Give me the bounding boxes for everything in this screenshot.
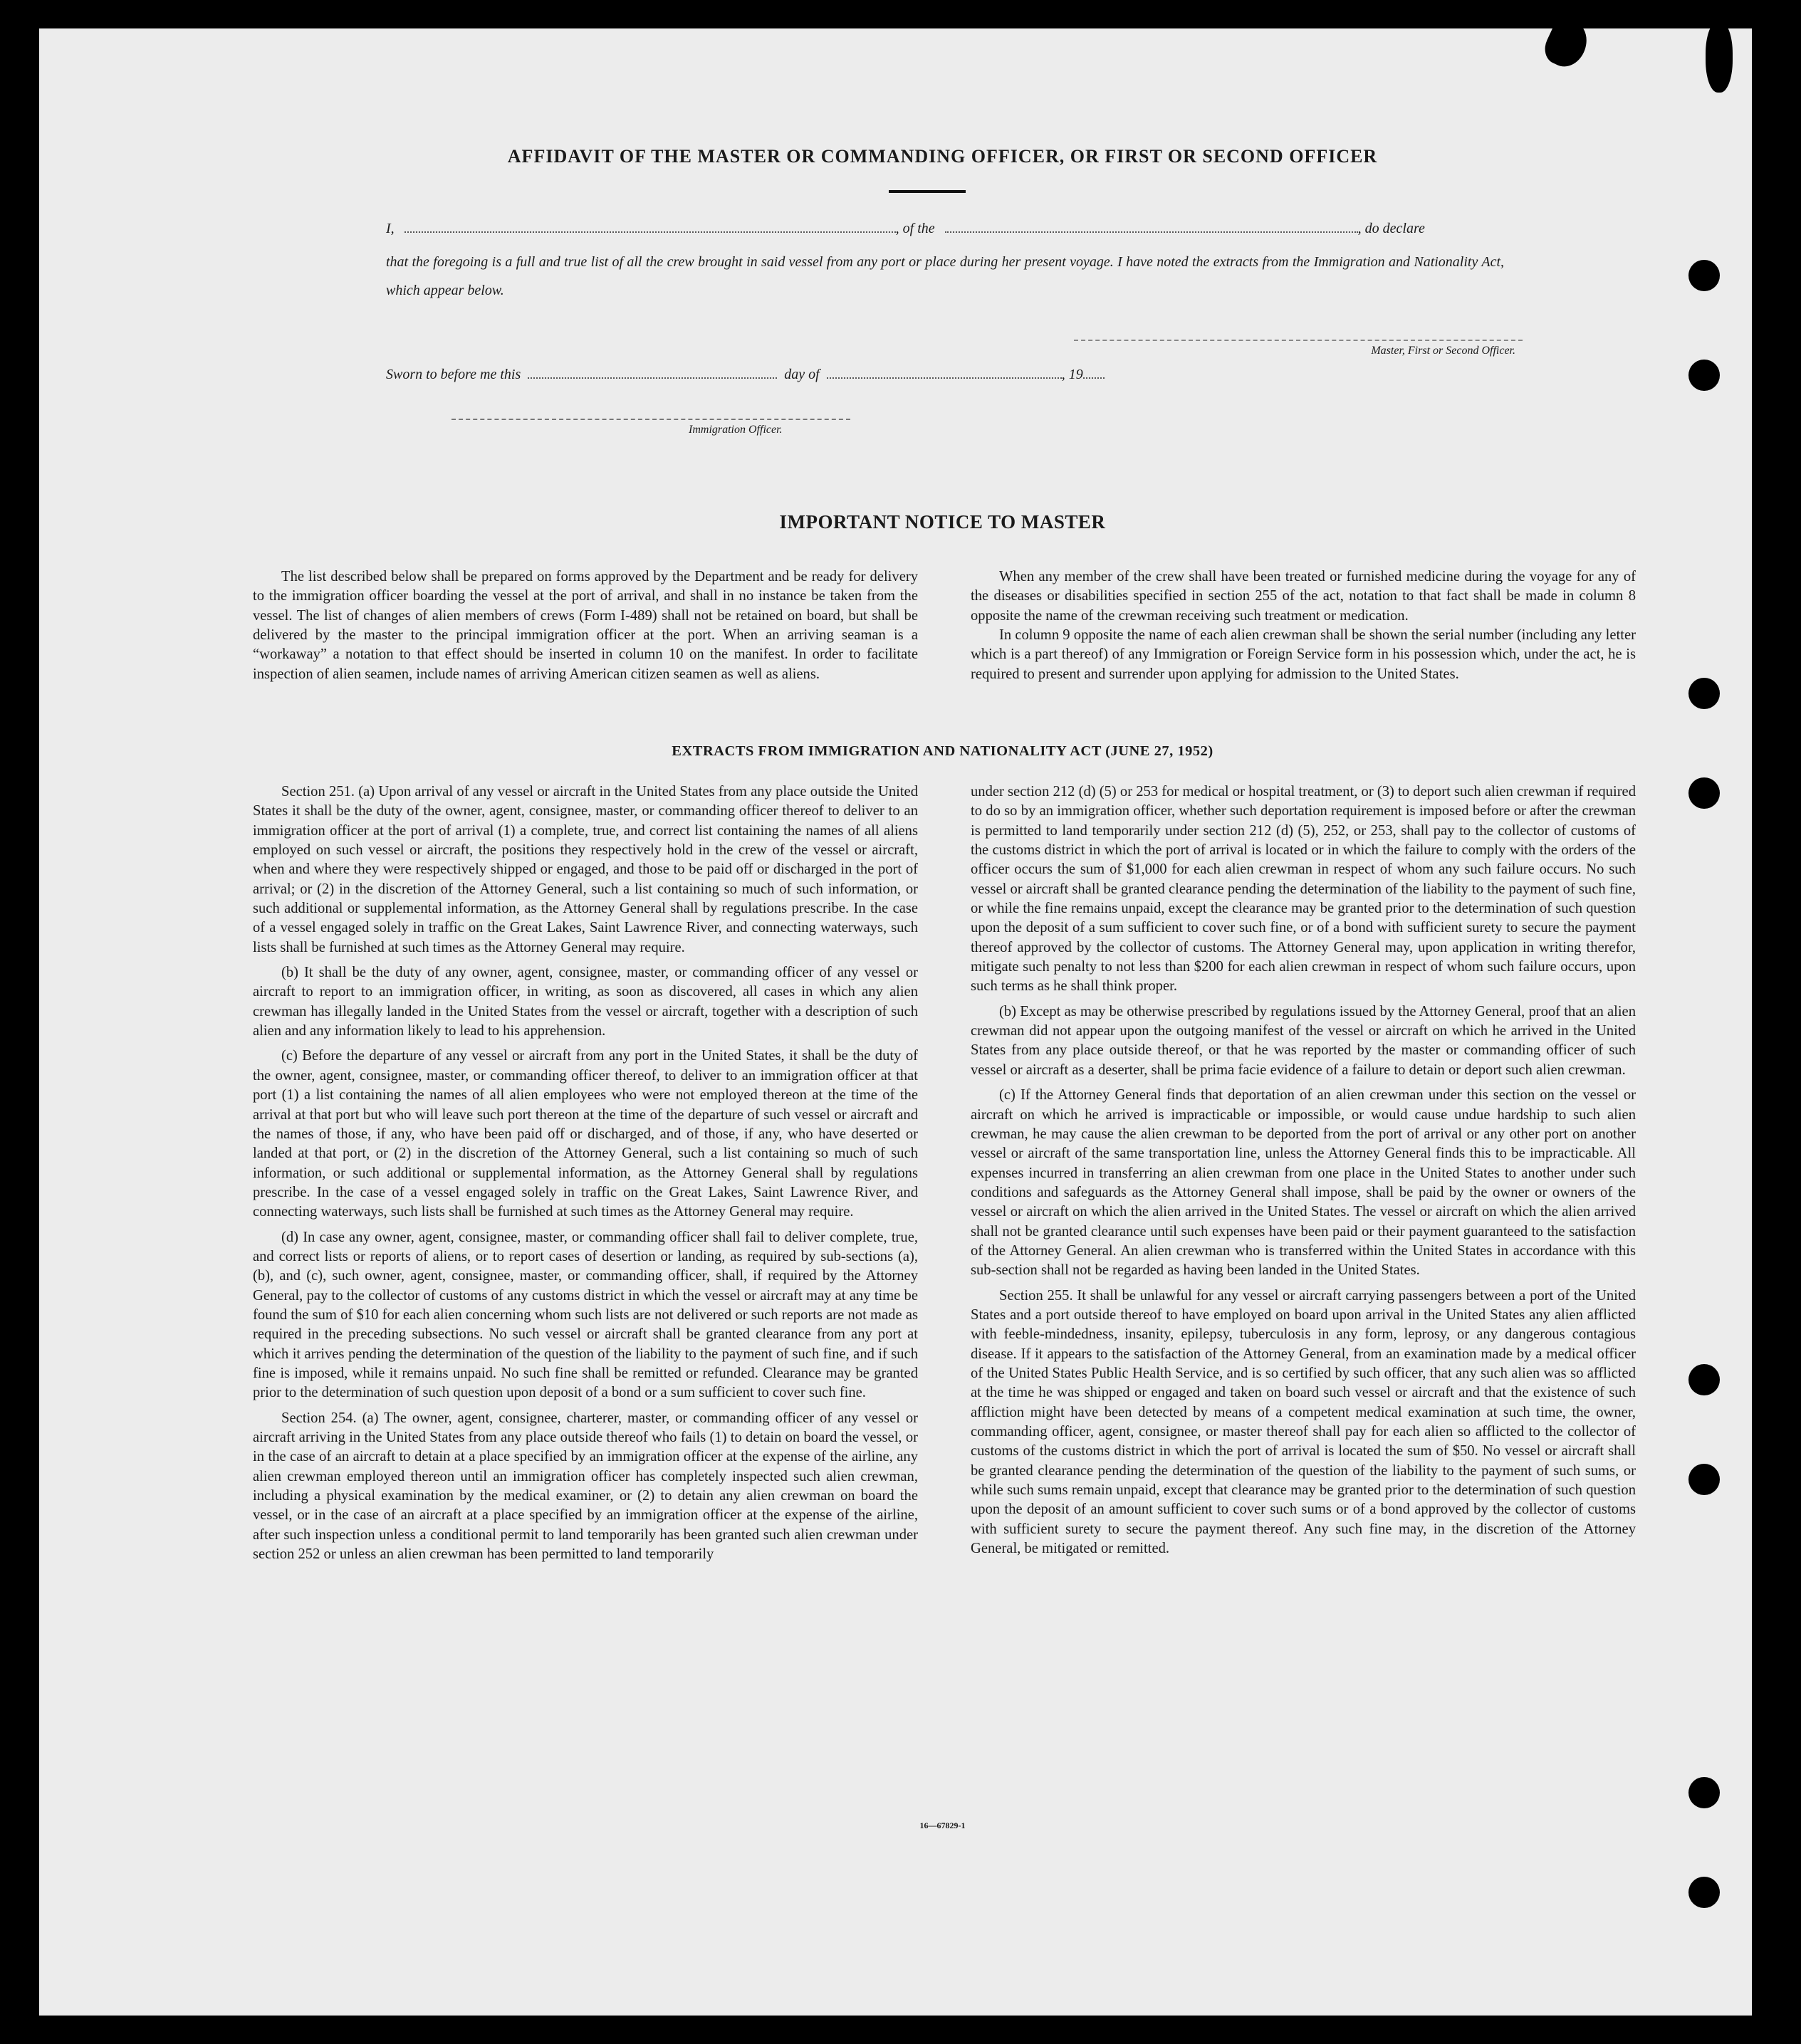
- section-251-a: Section 251. (a) Upon arrival of any vessel or aircraft in the United States from any place outside the United States it shall be the duty of the owner, agent, consignee, master, or commanding officer thereof to deliver to an immigration officer at the port of arrival (1) a complete, true, and correct list containing the names of all aliens employed on such vessel or aircraft, the positions they respectively hold in the crew of the vessel or aircraft, when and where they were respectively shipped or engaged, and those to be paid off or discharged in the port of arrival; or (2) in the discretion of the Attorney General, such a list containing so much of such information, or such additional or supplemental information, as the Attorney General shall by regulations prescribe. In the case of a vessel engaged solely in traffic on the Great Lakes, Saint Lawrence River, and connecting waterways, such lists shall be furnished at such times as the Attorney General may require.: [253, 784, 918, 955]
- extracts-left-column: [253, 782, 918, 1570]
- master-signature-caption: Master, First or Second Officer.: [1371, 345, 1515, 357]
- declaration-mid: , of the: [895, 221, 935, 236]
- sworn-year: , 19: [1061, 367, 1083, 382]
- punch-hole: [1688, 678, 1720, 709]
- section-255: Section 255. It shall be unlawful for any vessel or aircraft carrying passengers between a port of the United States and a port outside thereof to have employed on board upon arrival in the United States any alien afflicted with feeble-mindedness, insanity, epilepsy, tuberculosis in any form, leprosy, or any dangerous contagious disease. If it appears to the satisfaction of the Attorney General, from an examination made by a medical officer of the United States Public Health Service, and is so certified by such officer, that any such alien was so afflicted at the time he was shipped or engaged and taken on board such vessel or aircraft and that the existence of such affliction might have been detected by means of a competent medical examination at such time, the owner, commanding officer, agent, consignee, or master thereof shall pay for each alien so afflicted to the collector of customs of the customs district in which the port of arrival is located the sum of $50. No vessel or aircraft shall be granted clearance pending the determination of the question of the liability to the payment of such sums, or while such sums remain unpaid, except that clearance may be granted prior to the determination of such question upon the deposit of an amount sufficient to cover such sums or of a bond approved by the collector of customs with sufficient surety to secure the payment thereof. Any such fine may, in the discretion of the Attorney General, be mitigated or remitted.: [971, 1287, 1636, 1557]
- form-content: [236, 28, 1649, 2016]
- punch-hole: [1688, 777, 1720, 809]
- punch-hole: [1688, 1877, 1720, 1908]
- affidavit-title: AFFIDAVIT OF THE MASTER OR COMMANDING OFFICER, OR FIRST OR SECOND OFFICER: [507, 146, 1378, 167]
- section-251-b: (b) It shall be the duty of any owner, agent, consignee, master, or commanding officer of any vessel or aircraft to report to an immigration officer, in writing, as soon as discovered, all cases in which any alien crewman has illegally landed in the United States from the vessel or aircraft, together with a description of such alien and any information likely to lead to his apprehension.: [253, 965, 918, 1039]
- section-251-c: (c) Before the departure of any vessel or aircraft from any port in the United States, it shall be the duty of the owner, agent, consignee, master, or commanding officer thereof, to deliver to an immigration officer at that port (1) a list containing the names of all alien employees who were not employed thereon at the time of the arrival at that port but who will leave such port thereon at the time of the departure of such vessel or aircraft and the names of those, if any, who have been paid off or discharged, and of those, if any, who have deserted or landed at that port, or (2) in the discretion of the Attorney General, such a list containing so much of such information, or such additional or supplemental information, as the Attorney General shall by regulations prescribe. In the case of a vessel engaged solely in traffic on the Great Lakes, Saint Lawrence River, and connecting waterways, such lists shall be furnished at such times as the Attorney General may require.: [253, 1048, 918, 1220]
- punch-hole: [1688, 260, 1720, 291]
- notice-heading: IMPORTANT NOTICE TO MASTER: [779, 511, 1106, 533]
- immigration-officer-signature-line[interactable]: [451, 419, 850, 420]
- notice-paragraph: In column 9 opposite the name of each alien crewman shall be shown the serial number (including any letter which is a part thereof) of any Immigration or Foreign Service form in his possession which, under the act, he is required to present and surrender upon applying for admission to the United States.: [971, 627, 1636, 682]
- sworn-date-blank[interactable]: [528, 377, 777, 379]
- sworn-prefix: Sworn to before me this: [386, 367, 521, 382]
- master-signature-line[interactable]: [1074, 340, 1523, 341]
- notice-right-column: [971, 567, 1636, 690]
- extracts-right-column: [971, 782, 1636, 1564]
- declaration-statement: that the foregoing is a full and true list of all the crew brought in said vessel from any port or place during her present voyage. I have noted the extracts from the Immigration and Nationality Act, which appear below.: [386, 254, 1504, 298]
- sworn-month-blank[interactable]: [827, 377, 1062, 379]
- title-underline: [889, 190, 966, 193]
- section-251-d: (d) In case any owner, agent, consignee, master, or commanding officer shall fail to deliver complete, true, and correct lists or reports of aliens, or to report cases of desertion or landing, as required by sub-sections (a), (b), and (c), such owner, agent, consignee, master, or commanding officer, shall, if required by the Attorney General, pay to the collector of customs of any customs district in which the vessel or aircraft may at any time be found the sum of $10 for each alien concerning whom such lists are not delivered or such reports are not made as required in the preceding subsections. No such vessel or aircraft shall be granted clearance from any port at which it arrives pending the determination of the question of the liability to the payment of such fine, and if such fine is imposed, while it remains unpaid. No such fine shall be remitted or refunded. Clearance may be granted prior to the determination of such question upon deposit of a bond or a sum sufficient to cover such fine.: [253, 1229, 918, 1401]
- section-254-a: Section 254. (a) The owner, agent, consignee, charterer, master, or commanding officer of any vessel or aircraft arriving in the United States from any place outside thereof who fails (1) to detain on board the vessel, or in the case of an aircraft to detain at a place specified by an immigration officer at the expense of the airline, any alien crewman employed thereon until an immigration officer has completely inspected such alien crewman, including a physical examination by the medical examiner, or (2) to detain any alien crewman on board the vessel, or in the case of an aircraft at a place specified by an immigration officer at the expense of the airline, after such inspection unless a conditional permit to land temporarily has been granted such alien crewman under section 252 or unless an alien crewman has been permitted to land temporarily: [253, 1410, 918, 1563]
- punch-hole: [1688, 1464, 1720, 1495]
- notice-paragraph: When any member of the crew shall have been treated or furnished medicine during the voyage for any of the diseases or disabilities specified in section 255 of the act, notation to that fact shall be made in column 8 opposite the name of the crewman receiving such treatment or medication.: [971, 569, 1636, 624]
- notice-paragraph: The list described below shall be prepared on forms approved by the Department and be ready for delivery to the immigration officer boarding the vessel at the port of arrival, and shall in no instance be taken from the vessel. The list of changes of alien members of crews (Form I-489) shall not be retained on board, but shall be delivered by the master to the principal immigration officer at the port. When an arriving seaman is a “workaway” a notation to that effect should be inserted in column 10 on the manifest. In order to facilitate inspection of alien seamen, include names of arriving American citizen seamen as well as aliens.: [253, 569, 918, 682]
- form-page: [39, 28, 1752, 2016]
- section-254-c: (c) If the Attorney General finds that deportation of an alien crewman under this section on the vessel or aircraft on which he arrived is impracticable or impossible, or would cause undue hardship to such alien crewman, he may cause the alien crewman to be deported from the port of arrival or any other port on another vessel or aircraft of the same transportation line, unless the Attorney General finds this to be impracticable. All expenses incurred in transferring an alien crewman from one place in the United States to another under such conditions and safeguards as the Attorney General shall impose, shall be paid by the owner or owners of the vessel or aircraft on which the alien arrived in the United States. The vessel or aircraft on which the alien arrived shall not be granted clearance until such expenses have been paid or their payment guaranteed to the satisfaction of the Attorney General. An alien crewman who is transferred within the United States in accordance with this sub-section shall not be regarded as having been landed in the United States.: [971, 1087, 1636, 1279]
- form-number: 16—67829-1: [919, 1820, 966, 1830]
- notice-left-column: [253, 567, 918, 690]
- extracts-heading: EXTRACTS FROM IMMIGRATION AND NATIONALITY ACT (JUNE 27, 1952): [672, 743, 1213, 759]
- sworn-year-blank[interactable]: [1083, 377, 1105, 379]
- sworn-day-of: day of: [784, 367, 820, 382]
- name-blank[interactable]: [404, 231, 896, 233]
- punch-hole: [1688, 1364, 1720, 1395]
- vessel-blank[interactable]: [945, 231, 1358, 233]
- punch-hole: [1688, 1777, 1720, 1808]
- declaration-suffix: , do declare: [1357, 221, 1425, 236]
- sworn-line: [386, 367, 1454, 383]
- punch-hole: [1688, 360, 1720, 391]
- immigration-officer-caption: Immigration Officer.: [689, 424, 783, 436]
- declaration-line: [386, 221, 1518, 237]
- ink-blot: [1706, 28, 1733, 93]
- section-254-a-continued: under section 212 (d) (5) or 253 for medical or hospital treatment, or (3) to deport such alien crewman if required to do so by an immigration officer, whether such deportation requirement is imposed before or after the crewman is permitted to land temporarily under section 212 (d) (5), 252, or 253, shall pay to the collector of customs of the customs district in which the port of arrival is located or in which the failure to comply with the orders of the officer occurs the sum of $1,000 for each alien crewman in respect of whom any such failure occurs. No such vessel or aircraft shall be granted clearance pending the determination of the liability to the payment of such fine, or while the fine remains unpaid, except the clearance may be granted prior to the determination of such question upon the deposit of a sum sufficient to cover such fine, or of a bond with sufficient surety to secure the payment thereof approved by the collector of customs. The Attorney General may, upon application in writing therefor, mitigate such penalty to not less than $200 for each alien crewman in respect of whom such failure occurs, upon such terms as he shall think proper.: [971, 784, 1636, 995]
- declaration-prefix: I,: [386, 221, 395, 236]
- section-254-b: (b) Except as may be otherwise prescribed by regulations issued by the Attorney General, proof that an alien crewman did not appear upon the outgoing manifest of the vessel or aircraft on which he arrived in the United States from any place outside thereof, or that he was reported by the master or commanding officer of such vessel or aircraft as a deserter, shall be prima facie evidence of a failure to detain or deport such alien crewman.: [971, 1003, 1636, 1078]
